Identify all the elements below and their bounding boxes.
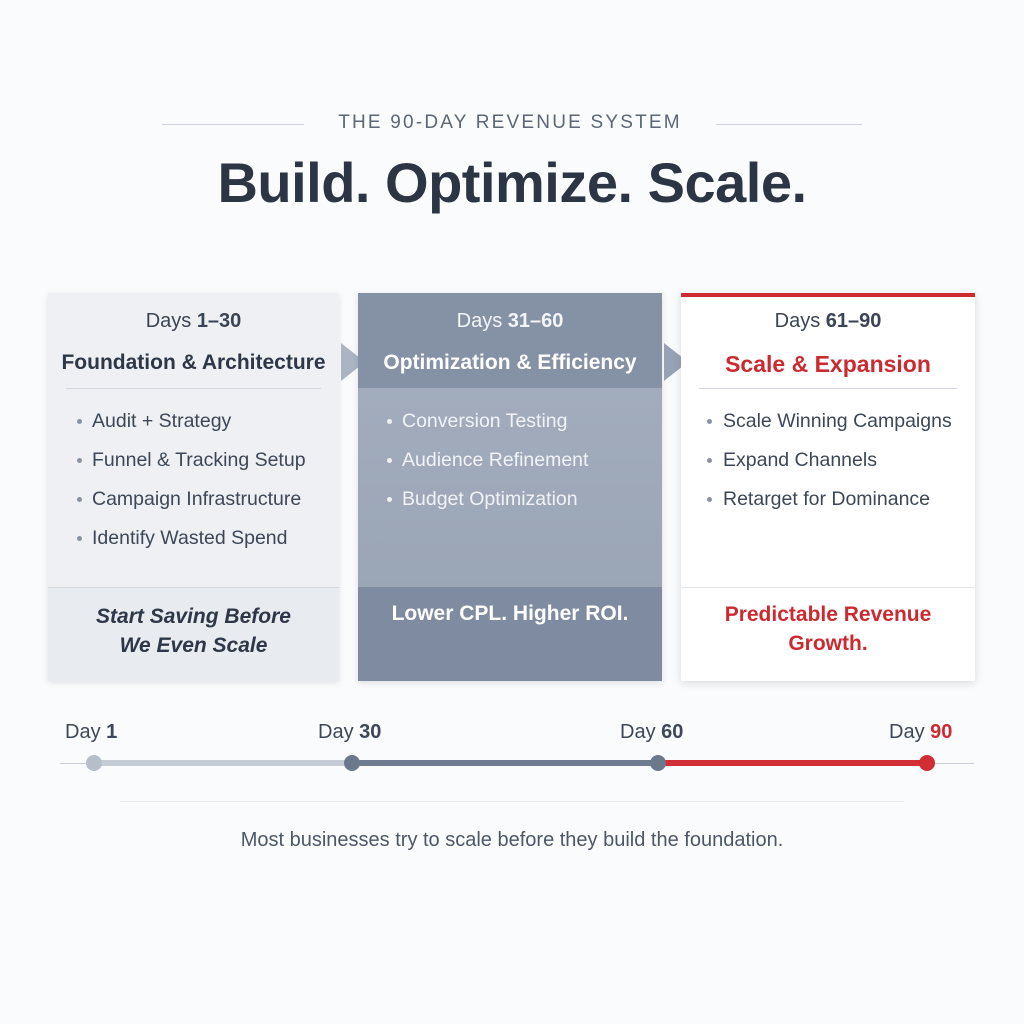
phase-card-optimization	[358, 293, 662, 681]
bullet-dot-icon	[387, 458, 392, 463]
outcome-line: We Even Scale	[119, 634, 268, 657]
timeline-segment-optimization	[352, 760, 658, 766]
eyebrow-label: THE 90-DAY REVENUE SYSTEM	[338, 112, 682, 133]
tagline: Most businesses try to scale before they build the foundation.	[240, 829, 784, 851]
timeline-label-prefix: Day	[318, 721, 360, 743]
days-prefix: Days	[774, 310, 826, 332]
timeline-segment-foundation	[94, 760, 352, 766]
eyebrow-divider-right	[716, 124, 862, 125]
phase-outcome	[681, 587, 975, 681]
timeline-label-prefix: Day	[620, 721, 662, 743]
list-item	[681, 445, 975, 484]
bullet-text: Retarget for Dominance	[723, 488, 931, 510]
phase-card-foundation	[48, 293, 339, 681]
list-item	[358, 484, 662, 523]
bullet-text: Scale Winning Campaigns	[723, 410, 952, 432]
bullet-dot-icon	[387, 419, 392, 424]
phase-card-scale	[681, 293, 975, 681]
phase-title: Optimization & Efficiency	[383, 351, 637, 374]
timeline-node-day-1	[86, 755, 102, 771]
phase-title: Scale & Expansion	[725, 351, 931, 377]
bullet-dot-icon	[77, 458, 82, 463]
bullet-text: Funnel & Tracking Setup	[92, 449, 306, 471]
list-item	[358, 406, 662, 445]
bullet-text: Audience Refinement	[402, 449, 589, 471]
outcome-line: Lower CPL. Higher ROI.	[391, 602, 629, 625]
days-range: 1–30	[196, 310, 242, 332]
phase-card-header	[681, 297, 975, 392]
bullet-text: Budget Optimization	[402, 488, 578, 510]
bullet-text: Conversion Testing	[402, 410, 568, 432]
bullet-dot-icon	[77, 536, 82, 541]
bullet-dot-icon	[77, 497, 82, 502]
footer-divider	[120, 801, 904, 802]
bullet-dot-icon	[707, 419, 712, 424]
header-divider	[66, 388, 321, 389]
list-item	[48, 406, 339, 445]
list-item	[681, 406, 975, 445]
timeline-label-prefix: Day	[65, 721, 107, 743]
eyebrow-divider-left	[162, 124, 304, 125]
bullet-text: Audit + Strategy	[92, 410, 232, 432]
page-title: Build. Optimize. Scale.	[217, 151, 807, 214]
timeline-label-prefix: Day	[889, 721, 931, 743]
timeline-label-value: 60	[661, 721, 684, 743]
timeline-segment-scale	[658, 760, 927, 766]
list-item	[48, 445, 339, 484]
outcome-line: Start Saving Before	[96, 605, 291, 628]
eyebrow-row	[0, 112, 1024, 136]
phase-outcome	[48, 587, 339, 681]
phase-card-header	[48, 293, 339, 388]
phase-bullet-list	[681, 406, 975, 523]
days-prefix: Days	[145, 310, 197, 332]
timeline-label-value: 90	[930, 721, 953, 743]
outcome-text	[378, 599, 642, 628]
timeline-node-day-90	[919, 755, 935, 771]
bullet-dot-icon	[387, 497, 392, 502]
bullet-text: Identify Wasted Spend	[92, 527, 288, 549]
header-divider	[699, 388, 957, 389]
bullet-text: Campaign Infrastructure	[92, 488, 302, 510]
phase-days-label	[48, 310, 339, 333]
outcome-text	[68, 602, 319, 660]
timeline-node-day-60	[650, 755, 666, 771]
days-range: 31–60	[507, 310, 564, 332]
outcome-text	[701, 600, 955, 658]
phase-title: Foundation & Architecture	[61, 351, 326, 374]
phase-outcome	[358, 587, 662, 681]
phase-bullet-list	[48, 406, 339, 562]
list-item	[48, 484, 339, 523]
phase-bullet-list	[358, 406, 662, 523]
timeline-label-value: 1	[106, 721, 118, 743]
timeline-node-day-30	[344, 755, 360, 771]
list-item	[681, 484, 975, 523]
phase-days-label	[681, 310, 975, 333]
timeline-label-day-1	[65, 721, 117, 744]
phase-card-header	[358, 293, 662, 388]
outcome-line: Predictable Revenue	[724, 603, 932, 626]
list-item	[358, 445, 662, 484]
bullet-dot-icon	[77, 419, 82, 424]
timeline-label-day-60	[620, 721, 683, 744]
days-prefix: Days	[456, 310, 508, 332]
phase-days-label	[358, 310, 662, 333]
timeline-label-day-90	[889, 721, 952, 744]
bullet-dot-icon	[707, 497, 712, 502]
outcome-line: Growth.	[788, 632, 868, 655]
bullet-text: Expand Channels	[723, 449, 877, 471]
timeline-label-day-30	[318, 721, 381, 744]
list-item	[48, 523, 339, 562]
days-range: 61–90	[825, 310, 882, 332]
timeline-label-value: 30	[359, 721, 382, 743]
bullet-dot-icon	[707, 458, 712, 463]
